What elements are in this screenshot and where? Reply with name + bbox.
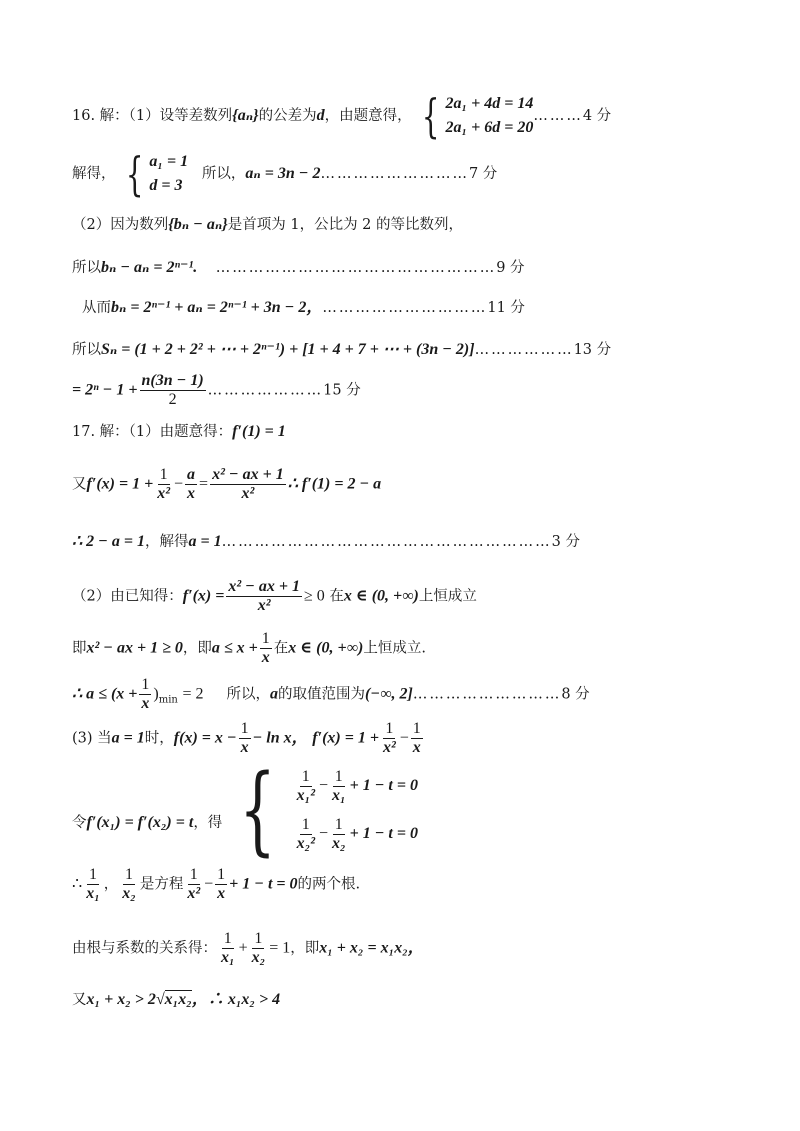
p17-line7: (3) 当a = 1时，f(x) = x − $\frac{1}{x}$ − ln x， f′(x) = 1 + $\frac{1}{\text{x²}}$ − $\frac{1}{x}$ (72, 720, 421, 756)
p17-line11: 又x₁ + x₂ > 2√x₁x₂，∴ x₁x₂ > 4 (72, 991, 281, 1008)
fraction: $\frac{1}{x}$ (261, 630, 270, 666)
p16-line6: 所以Sₙ = (1 + 2 + 2² + ⋯ + 2ⁿ⁻¹) + [1 + 4 + 7 + ⋯ + (3n − 2)]………………13 分 (72, 341, 612, 358)
score: 9 分 (496, 260, 525, 276)
fraction: $\frac{1}{x}$ (141, 676, 150, 712)
score: 3 分 (551, 534, 580, 550)
p17-line9: ∴ $\frac{1}{\text{x₁}}$ ， $\frac{1}{\text{x₂}}$ 是方程 $\frac{1}{\text{x²}}$ − $\frac{1}{x}$ + 1 − t = 0的两个根. (72, 866, 361, 902)
p16-line1: 16. 解：（1）设等差数列{aₙ}的公差为d，由题意得， { 2a₁ + 4d = 14 2a₁ + 6d = 20 ………4 分 (72, 89, 612, 143)
fraction: $\frac{1}{x}$ (217, 866, 226, 902)
fraction: $\frac{1}{x}$ (412, 720, 421, 756)
p17-line8: 令f′(x₁) = f′(x₂) = t，得 { $\frac{1}{\text{x₁²}}$ − $\frac{1}{\text{x₁}}$ + 1 − t = 0 $\frac{1}{\text{x₂²}}$ − $\frac{1}{\text{x₂}}$ + 1 − t = 0 (72, 754, 418, 866)
brace-icon: { (422, 89, 440, 143)
fraction: $\frac{\text{x² − ax + 1}}{\text{x²}}$ (212, 466, 284, 502)
fraction: $\frac{\text{x² − ax + 1}}{\text{x²}}$ (228, 578, 300, 614)
score: 15 分 (323, 382, 361, 399)
p16-line4: 所以bₙ − aₙ = 2ⁿ⁻¹. ……………………………………………9 分 (72, 259, 525, 276)
score: 11 分 (487, 300, 525, 316)
fraction: $\frac{1}{\text{x²}}$ (382, 720, 396, 756)
fraction: $\frac{n(3n - 1)}{2}$ (141, 372, 204, 408)
score: 13 分 (573, 342, 612, 358)
p17-line10: 由根与系数的关系得： $\frac{1}{\text{x₁}}$ + $\frac{1}{\text{x₂}}$ = 1，即x₁ + x₂ = x₁x₂， (72, 930, 424, 966)
fraction: $\frac{a}{x}$ (187, 466, 196, 502)
p17-line6: ∴ a ≤ (x + $\frac{1}{x}$ )$_{min} = 2$ 所以，a的取值范围为(−∞, 2]………………………8 分 (72, 676, 590, 712)
p16-line3: （2）因为数列{bₙ − aₙ}是首项为 1，公比为 2 的等比数列， (72, 216, 464, 233)
brace-icon: { (239, 754, 276, 866)
problem-number: 17. 解： (72, 424, 129, 440)
p16-line7: = 2ⁿ − 1 + $\frac{n(3n - 1)}{2}$ …………………15 分 (72, 372, 361, 408)
p16-line2: 解得， { a₁ = 1 d = 3 所以，aₙ = 3n − 2………………………7 分 (72, 147, 498, 201)
problem-number: 16. 解： (72, 108, 129, 124)
p17-line2: 又f′(x) = 1 + $\frac{1}{\text{x²}}$ − $\frac{a}{x}$ = $\frac{\text{x² − ax + 1}}{\text{x²}}$ ∴ f′(1) = 2 − a (72, 466, 382, 502)
fraction: $\frac{1}{\text{x²}}$ (157, 466, 171, 502)
equation-system: $\frac{1}{\text{x₁²}}$ − $\frac{1}{\text{x₁}}$ + 1 − t = 0 $\frac{1}{\text{x₂²}}$ − $\frac{1}{\text{x₂}}$ + 1 − t = 0 (296, 767, 418, 852)
p17-line3: ∴ 2 − a = 1，解得a = 1……………………………………………………3 分 (72, 533, 580, 550)
equation-system: 2a₁ + 4d = 14 2a₁ + 6d = 20 (445, 95, 534, 136)
fraction: $\frac{1}{\text{x₂}}$ (251, 930, 266, 966)
p17-line1: 17. 解：（1）由题意得：f′(1) = 1 (72, 423, 286, 440)
p17-line4: （2）由已知得：f′(x) = $\frac{\text{x² − ax + 1}}{\text{x²}}$ ≥ 0 在x ∈ (0, +∞)上恒成立 (72, 578, 477, 614)
score: 7 分 (468, 166, 498, 182)
score: 4 分 (582, 108, 612, 124)
fraction: $\frac{1}{\text{x₁}}$ (221, 930, 235, 966)
fraction: $\frac{1}{\text{x₂}}$ (122, 866, 136, 902)
fraction: $\frac{1}{\text{x₁}}$ (86, 866, 100, 902)
p16-line5: 从而bₙ = 2ⁿ⁻¹ + aₙ = 2ⁿ⁻¹ + 3n − 2，…………………………11 分 (82, 299, 525, 316)
brace-icon: { (125, 147, 144, 201)
p17-line5: 即x² − ax + 1 ≥ 0，即a ≤ x + $\frac{1}{x}$ 在x ∈ (0, +∞)上恒成立. (72, 630, 426, 666)
score: 8 分 (561, 686, 590, 703)
fraction: $\frac{1}{x}$ (240, 720, 249, 756)
solution-system: a₁ = 1 d = 3 (149, 153, 189, 194)
fraction: $\frac{1}{\text{x²}}$ (187, 866, 201, 902)
